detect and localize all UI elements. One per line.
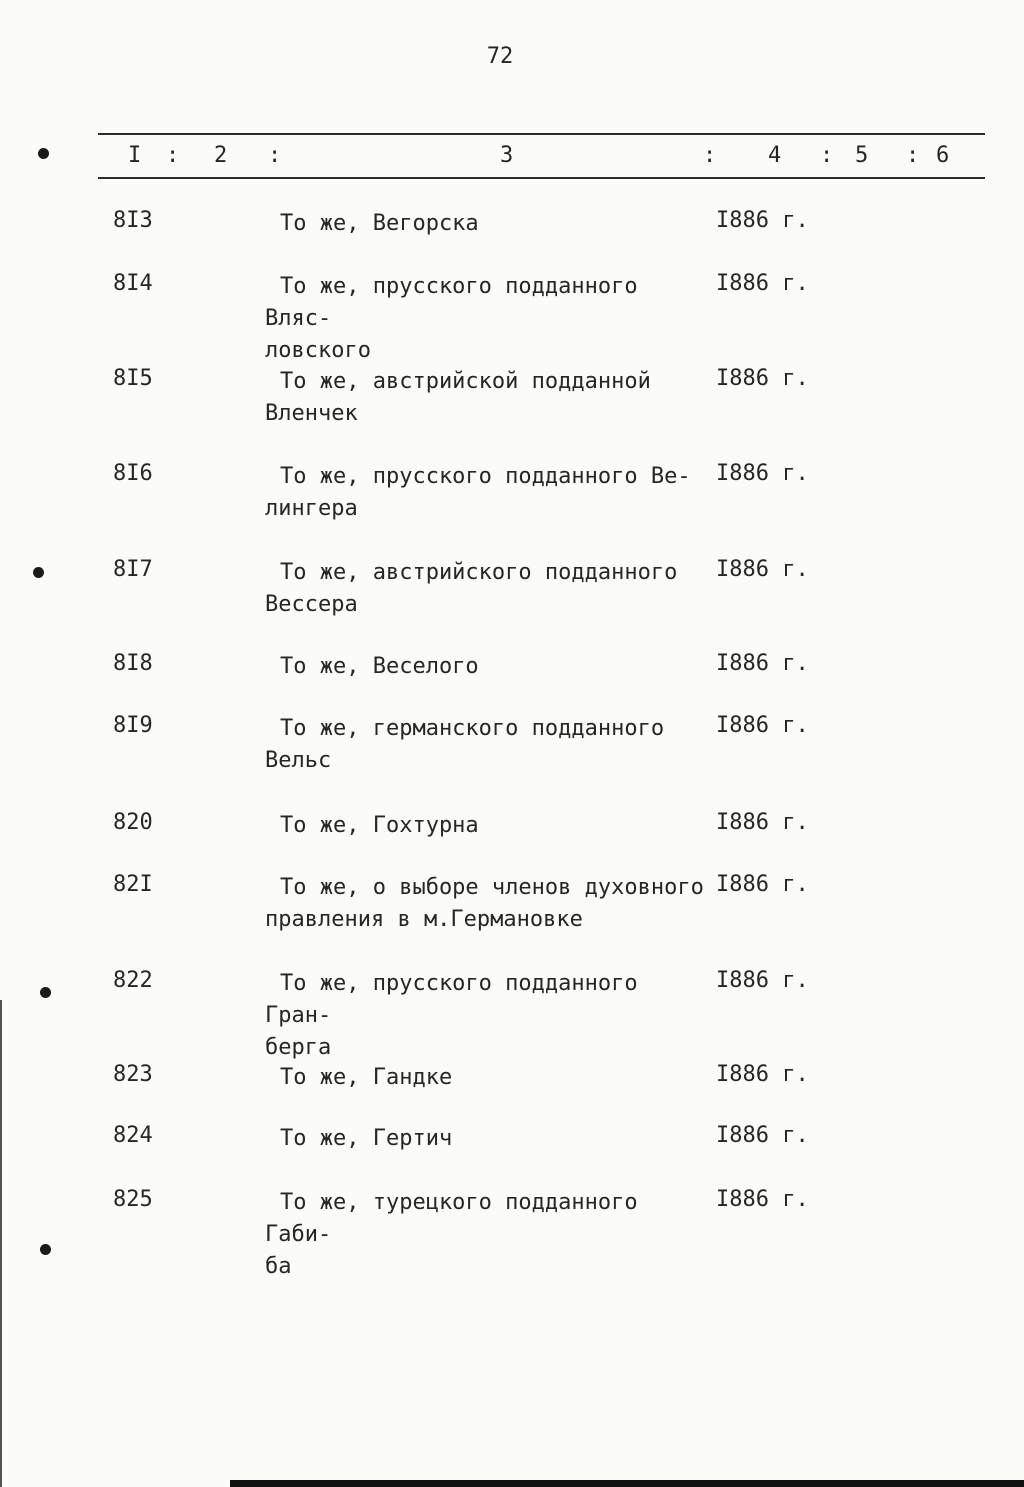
record-description: То же, турецкого подданного Габи- ба (265, 1190, 638, 1279)
record-year: I886 г. (716, 810, 809, 835)
col-6-label: 6 (936, 143, 950, 168)
record-year: I886 г. (716, 557, 809, 582)
record-number: 8I4 (113, 271, 153, 296)
record-description: То же, Веселого (280, 654, 479, 679)
col-separator: : (166, 143, 180, 168)
record-year: I886 г. (716, 651, 809, 676)
record-year: I886 г. (716, 1062, 809, 1087)
record-year: I886 г. (716, 713, 809, 738)
record-description: То же, Гертич (280, 1126, 453, 1151)
record-number: 8I7 (113, 557, 153, 582)
record-year: I886 г. (716, 366, 809, 391)
col-separator: : (820, 143, 834, 168)
record-number: 823 (113, 1062, 153, 1087)
record-number: 8I8 (113, 651, 153, 676)
col-separator: : (906, 143, 920, 168)
scan-edge-shadow (0, 1000, 2, 1487)
col-1-label: I (128, 143, 142, 168)
col-separator: : (268, 143, 282, 168)
record-year: I886 г. (716, 1187, 809, 1212)
record-description: То же, Гохтурна (280, 813, 479, 838)
record-number: 822 (113, 968, 153, 993)
record-description: То же, прусского подданного Гран- берга (265, 971, 638, 1060)
col-3-label: 3 (500, 143, 514, 168)
record-year: I886 г. (716, 872, 809, 897)
record-description: То же, германского подданного Вельс (265, 716, 665, 773)
binder-hole-mark (33, 567, 44, 578)
record-year: I886 г. (716, 208, 809, 233)
record-year: I886 г. (716, 1123, 809, 1148)
record-description: То же, прусского подданного Ве- лингера (265, 464, 691, 521)
record-description: То же, Вегорска (280, 211, 479, 236)
record-number: 820 (113, 810, 153, 835)
record-description: То же, о выборе членов духовного правления в м.Германовке (265, 875, 704, 932)
record-number: 8I3 (113, 208, 153, 233)
record-description: То же, австрийской подданной Вленчек (265, 369, 651, 426)
record-number: 82I (113, 872, 153, 897)
record-description: То же, австрийского подданного Вессера (265, 560, 678, 617)
record-number: 8I5 (113, 366, 153, 391)
col-separator: : (703, 143, 717, 168)
binder-hole-mark (40, 987, 51, 998)
record-description: То же, прусского подданного Вляс- ловского (265, 274, 638, 363)
page-number: 72 (486, 44, 514, 69)
header-top-rule (98, 133, 985, 135)
binder-hole-mark (40, 1244, 51, 1255)
record-number: 8I6 (113, 461, 153, 486)
record-number: 824 (113, 1123, 153, 1148)
col-4-label: 4 (768, 143, 782, 168)
record-year: I886 г. (716, 968, 809, 993)
binder-hole-mark (38, 148, 49, 159)
record-number: 8I9 (113, 713, 153, 738)
header-bottom-rule (98, 177, 985, 179)
col-2-label: 2 (214, 143, 228, 168)
record-number: 825 (113, 1187, 153, 1212)
record-year: I886 г. (716, 461, 809, 486)
col-5-label: 5 (855, 143, 869, 168)
scan-bottom-edge (230, 1480, 1024, 1487)
record-description: То же, Гандке (280, 1065, 453, 1090)
record-year: I886 г. (716, 271, 809, 296)
